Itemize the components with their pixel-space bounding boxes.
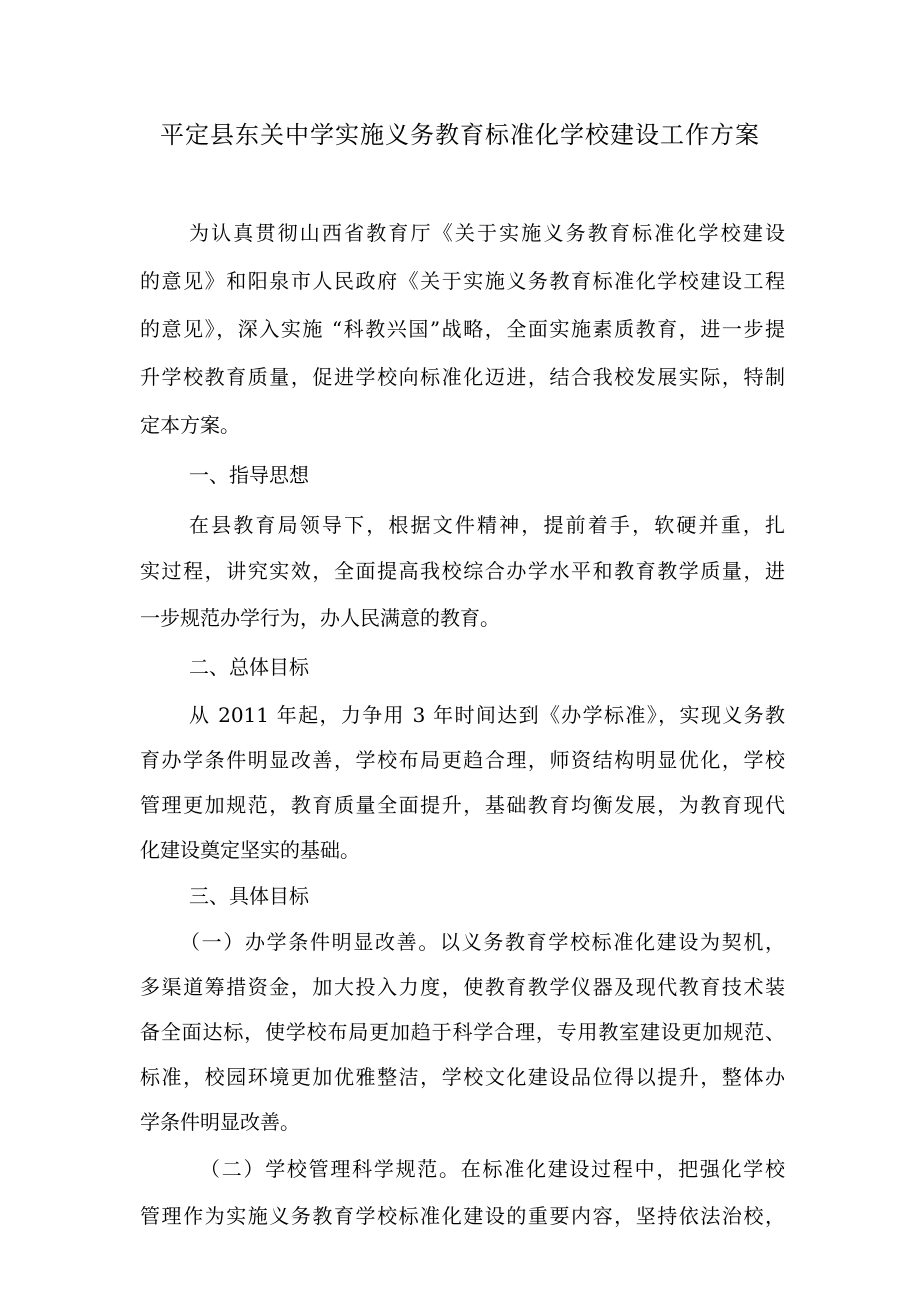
section-heading: 三、具体目标	[189, 884, 309, 908]
paragraph-line: 的意见》和阳泉市人民政府《关于实施义务教育标准化学校建设工程	[140, 269, 785, 293]
document-title: 平定县东关中学实施义务教育标准化学校建设工作方案	[160, 121, 760, 149]
paragraph-line: 备全面达标，使学校布局更加趋于科学合理，专用教室建设更加规范、	[140, 1020, 785, 1044]
paragraph-line: 管理作为实施义务教育学校标准化建设的重要内容，坚持依法治校，	[140, 1204, 785, 1228]
paragraph-line: （二）学校管理科学规范。在标准化建设过程中，把强化学校	[200, 1157, 785, 1181]
paragraph-line: 学条件明显改善。	[140, 1110, 300, 1134]
paragraph-line: 在县教育局领导下，根据文件精神，提前着手，软硬并重，扎	[189, 513, 785, 537]
paragraph-line: 升学校教育质量，促进学校向标准化迈进，结合我校发展实际，特制	[140, 365, 785, 389]
paragraph-line: 管理更加规范，教育质量全面提升，基础教育均衡发展，为教育现代	[140, 793, 785, 817]
paragraph-line: （一）办学条件明显改善。以义务教育学校标准化建设为契机，	[180, 930, 785, 954]
paragraph-line: 多渠道筹措资金，加大投入力度，使教育教学仪器及现代教育技术装	[140, 975, 785, 999]
paragraph-line: 一步规范办学行为，办人民满意的教育。	[140, 606, 500, 630]
paragraph-line: 育办学条件明显改善，学校布局更趋合理，师资结构明显优化，学校	[140, 748, 785, 772]
paragraph-line: 从 2011 年起，力争用 3 年时间达到《办学标准》，实现义务教	[189, 703, 785, 727]
section-heading: 二、总体目标	[189, 655, 309, 679]
paragraph-line: 为认真贯彻山西省教育厅《关于实施义务教育标准化学校建设	[189, 221, 785, 245]
paragraph-line: 标准，校园环境更加优雅整洁，学校文化建设品位得以提升，整体办	[140, 1065, 785, 1089]
paragraph-line: 实过程，讲究实效，全面提高我校综合办学水平和教育教学质量，进	[140, 559, 785, 583]
paragraph-line: 定本方案。	[140, 413, 240, 437]
paragraph-line: 化建设奠定坚实的基础。	[140, 838, 360, 862]
section-heading: 一、指导思想	[189, 463, 309, 487]
paragraph-line: 的意见》，深入实施 “科教兴国”战略，全面实施素质教育，进一步提	[140, 317, 785, 341]
